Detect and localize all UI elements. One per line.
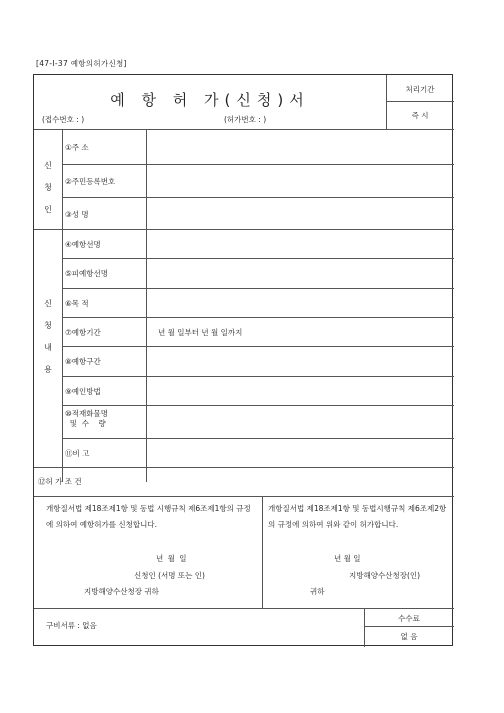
towing-method-label: ⑨예인방법 [65,387,101,396]
towed-vessel-label: ⑤피예항선명 [65,269,108,278]
permit-declaration: 개항질서법 제18조제1항 및 동법시행규칙 제6조제2항의 규정에 의하여 위와 같이 허가합니다. [268,504,447,529]
permit-issuer: 지방해양수산청장(인) [349,571,421,580]
towing-period-value: 년 월 일부터 년 월 일까지 [158,328,243,337]
remarks-label: ⑪비 고 [65,449,90,458]
towing-route-label: ⑧예항구간 [65,357,101,366]
content-section-label: 신 청 내 용 [44,299,52,374]
applicant-section-label: 신 청 인 [44,161,52,214]
processing-period-value: 즉 시 [411,111,429,120]
form-code: [47-Ⅰ-37 예항의허가신청] [36,59,127,68]
application-date: 년 월 일 [156,554,187,563]
receipt-number: (접수번호 : ) [42,115,85,124]
towing-period-label: ⑦예항기간 [65,328,101,337]
tug-name-label: ④예항선명 [65,240,101,249]
permit-date: 년 월 일 [334,554,361,563]
fee-value: 없 음 [400,632,418,641]
permit-number: (허가번호 : ) [224,115,267,124]
permit-application-form [33,74,453,646]
permit-conditions-label: ⑫허 가 조 건 [38,477,82,486]
purpose-label: ⑥목 적 [65,299,89,308]
applicant-declaration: 개항질서법 제18조제1항 및 동법 시행규칙 제6조제1항의 규정에 의하여 예항허가를 신청합니다. [46,504,251,529]
cargo-label: ⑩적재화물명 및 수 량 [65,409,108,428]
applicant-signature: 신청인 (서명 또는 인) [134,571,205,580]
application-addressee: 지방해양수산청장 귀하 [84,587,159,596]
permit-addressee: 귀하 [310,587,325,596]
name-label: ③성 명 [65,210,89,219]
fee-label: 수수료 [398,614,420,623]
resident-number-label: ②주민등록번호 [65,177,116,186]
form-title: 예 항 허 가(신청)서 [110,91,310,109]
processing-period-label: 처리기간 [405,85,435,94]
address-label: ①주 소 [65,143,89,152]
required-documents: 구비서류 : 없음 [46,621,97,630]
